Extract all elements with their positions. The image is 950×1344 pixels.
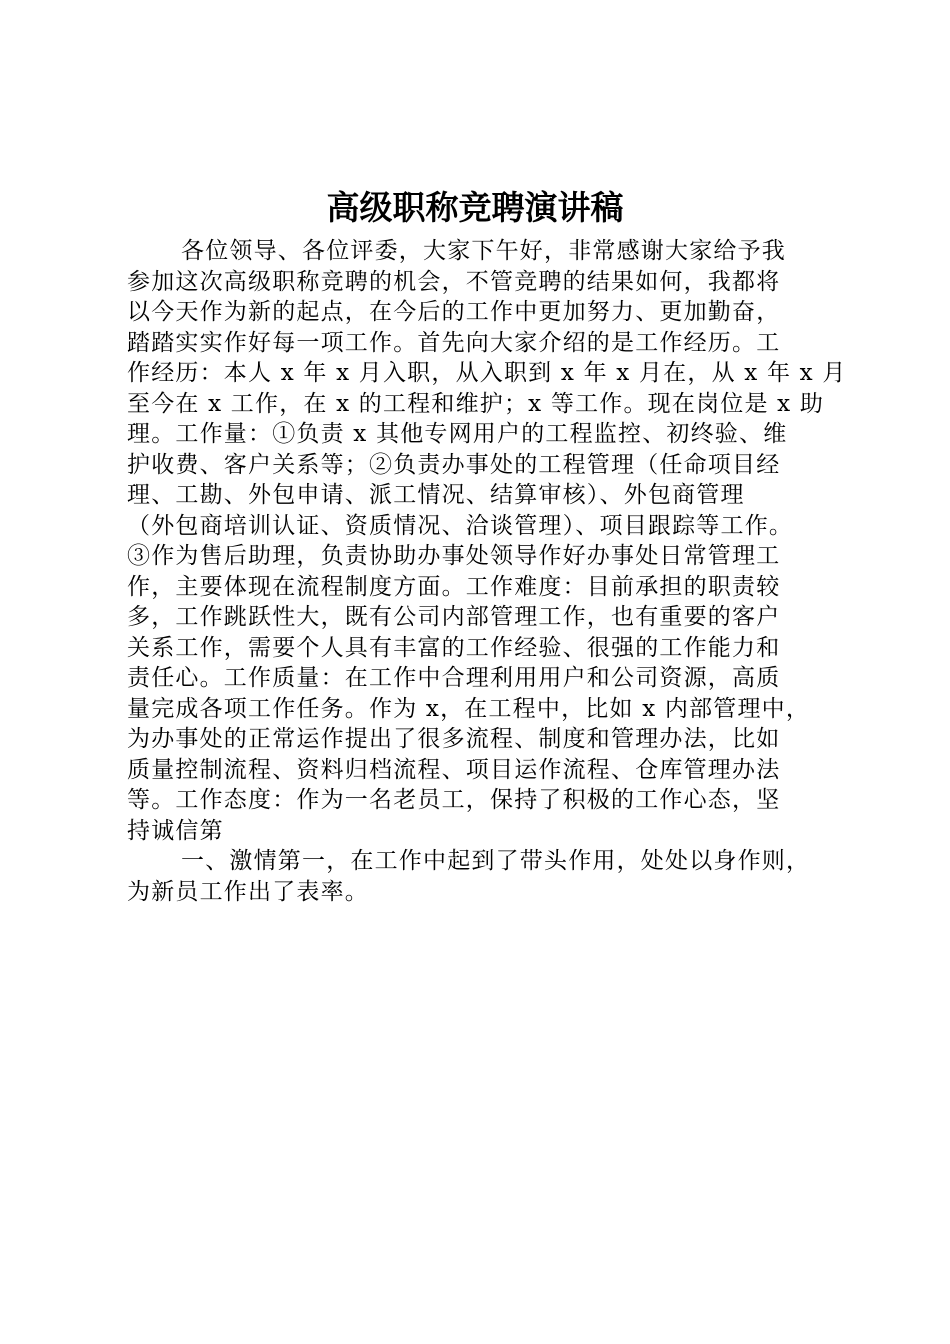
paragraph-1-line-5: 作经历：本人 x 年 x 月入职，从入职到 x 年 x 月在，从 x 年 x 月: [127, 360, 847, 386]
paragraph-1-line-6: 至今在 x 工作，在 x 的工程和维护；x 等工作。现在岗位是 x 助: [127, 390, 825, 417]
paragraph-1-line-10: （外包商培训认证、资质情况、洽谈管理）、项目跟踪等工作。: [127, 512, 794, 539]
paragraph-1-line-12: 作，主要体现在流程制度方面。工作难度：目前承担的职责较: [127, 573, 781, 600]
paragraph-1-line-3: 以今天作为新的起点，在今后的工作中更加努力、更加勤奋，: [127, 299, 781, 325]
paragraph-1-line-14: 关系工作，需要个人具有丰富的工作经验、很强的工作能力和: [127, 634, 781, 661]
paragraph-1-line-7: 理。工作量：①负责 x 其他专网用户的工程监控、初终验、维: [127, 421, 788, 447]
paragraph-1-line-16: 量完成各项工作任务。作为 x，在工程中，比如 x 内部管理中，: [127, 695, 811, 722]
paragraph-1-line-4: 踏踏实实作好每一项工作。首先向大家介绍的是工作经历。工: [127, 329, 781, 356]
paragraph-1-line-2: 参加这次高级职称竞聘的机会，不管竞聘的结果如何，我都将: [127, 268, 781, 295]
paragraph-1-line-15: 责任心。工作质量：在工作中合理利用用户和公司资源，高质: [127, 665, 781, 691]
paragraph-2-line-1: 一、激情第一，在工作中起到了带头作用，处处以身作则，: [181, 848, 811, 874]
paragraph-1-line-8: 护收费、客户关系等；②负责办事处的工程管理（任命项目经: [127, 451, 781, 478]
paragraph-1-line-9: 理、工勘、外包申请、派工情况、结算审核）、外包商管理: [127, 482, 745, 508]
paragraph-1-line-13: 多，工作跳跃性大，既有公司内部管理工作，也有重要的客户: [127, 604, 781, 630]
paragraph-1-line-19: 等。工作态度：作为一名老员工，保持了积极的工作心态，坚: [127, 787, 781, 813]
paragraph-1-line-20: 持诚信第: [127, 817, 224, 844]
paragraph-1-line-11: ③作为售后助理，负责协助办事处领导作好办事处日常管理工: [127, 543, 781, 569]
paragraph-1-line-1: 各位领导、各位评委，大家下午好，非常感谢大家给予我: [181, 238, 786, 264]
document-body: [127, 236, 847, 907]
paragraph-1-line-18: 质量控制流程、资料归档流程、项目运作流程、仓库管理办法: [127, 756, 781, 783]
paragraph-1-line-17: 为办事处的正常运作提出了很多流程、制度和管理办法，比如: [127, 726, 781, 752]
document-title: 高级职称竞聘演讲稿: [326, 188, 624, 227]
paragraph-2-line-2: 为新员工作出了表率。: [127, 878, 369, 905]
